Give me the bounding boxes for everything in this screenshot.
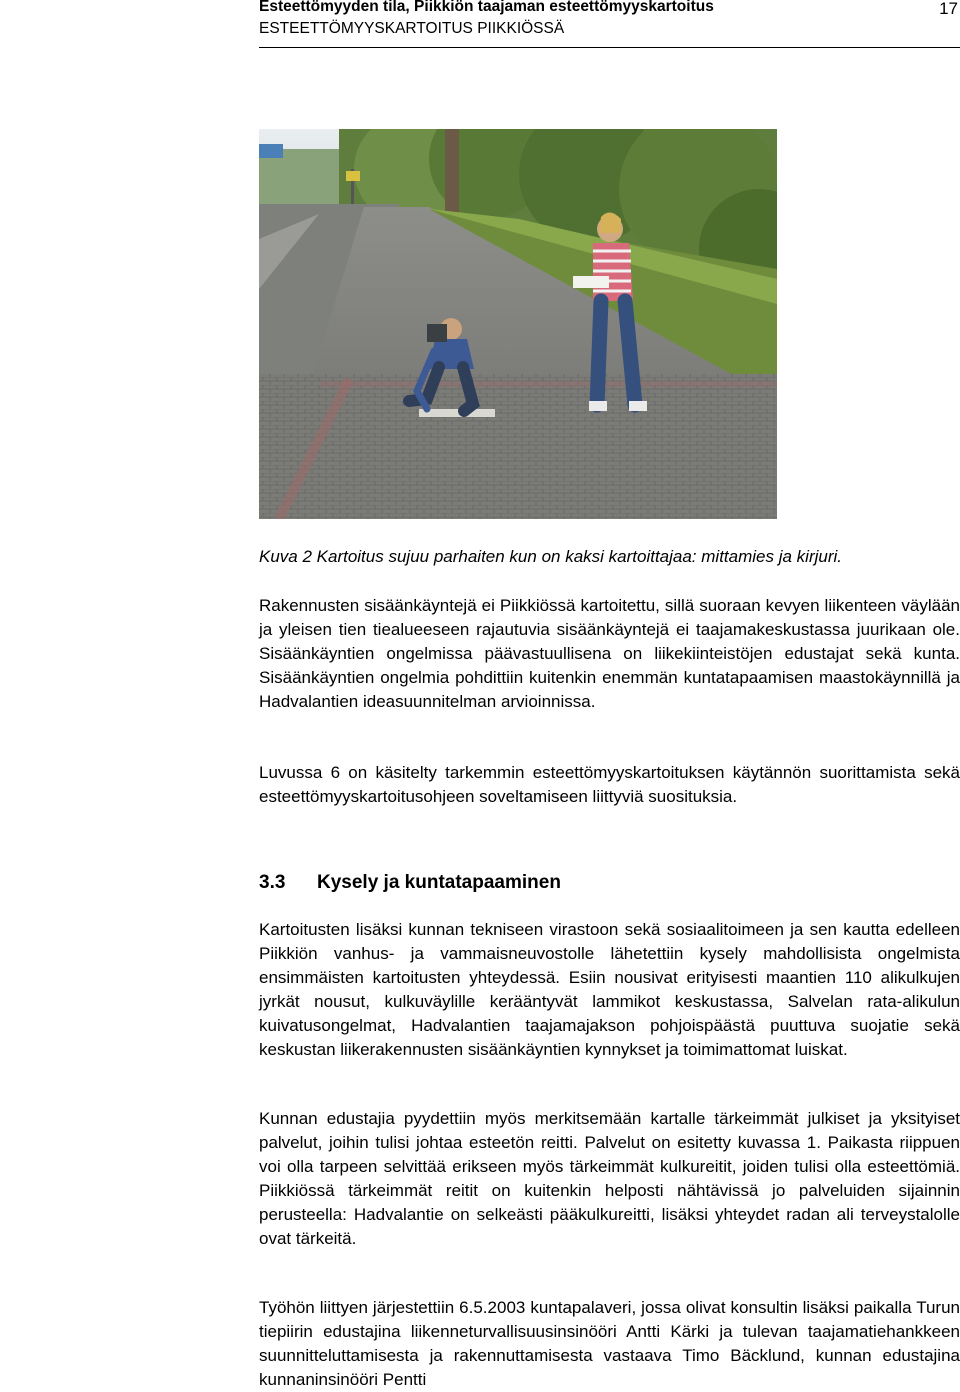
header-chapter-title: ESTEETTÖMYYSKARTOITUS PIIKKIÖSSÄ (259, 20, 565, 37)
paragraph (259, 918, 960, 1062)
paragraph (259, 594, 960, 714)
section-number: 3.3 (259, 872, 286, 893)
page-header (259, 0, 960, 48)
survey-photo (259, 129, 777, 519)
paragraph-text: Kartoitusten lisäksi kunnan tekniseen virastoon sekä sosiaalitoimeen ja sen kautta edelleen Piikkiön vanhus- ja vammaisneuvostolle lähetettiin kysely mahdollisista ongelmista ensimmäisten kartoitusten yhteydessä. Esiin nousivat erityisesti maantien 110 alikulkujen jyrkät nousut, kulkuväylille kerääntyvät lammikot keskustassa, Salvelan rata-alikulun kuivatusongelmat, Hadvalantien taajamajakson pohjoispäästä puuttuva suojatie sekä keskustan liikerakennusten sisäänkäyntien kynnykset ja toimimattomat luiskat. (259, 920, 960, 1059)
page-number: 17 (939, 0, 958, 18)
header-rule (259, 47, 960, 48)
paragraph-text: Rakennusten sisäänkäyntejä ei Piikkiössä kartoitettu, sillä suoraan kevyen liikenteen väylään ja yleisen tien tiealueeseen rajautuvia sisäänkäyntejä ei taajamakeskustassa juurikaan ole. Sisäänkäyntien ongelmissa päävastuullisena on liikekiinteistöjen edustajat sekä kunta. Sisäänkäyntien ongelmia pohdittiin kuitenkin enemmän kuntatapaamisen maastokäynnillä ja Hadvalantien ideasuunnitelman arvioinnissa. (259, 596, 960, 711)
header-document-title: Esteettömyyden tila, Piikkiön taajaman esteettömyyskartoitus (259, 0, 714, 15)
paragraph (259, 761, 960, 809)
paragraph-text: Luvussa 6 on käsitelty tarkemmin esteettömyyskartoituksen käytännön suorittamista sekä esteettömyyskartoitusohjeen soveltamiseen liittyviä suosituksia. (259, 763, 960, 806)
paragraph (259, 1296, 960, 1392)
section-heading (259, 872, 561, 894)
paragraph-text: Kunnan edustajia pyydettiin myös merkitsemään kartalle tärkeimmät julkiset ja yksityiset palvelut, joihin tulisi johtaa esteetön reitti. Palvelut on esitetty kuvassa 1. Paikasta riippuen voi olla tarpeen selvittää erikseen myös tärkeimmät kulkureitit, joiden tulisi olla esteettömiä. Piikkiössä tärkeimmät reitit on kuitenkin helposti nähtävissä jo palveluiden sijainnin perusteella: Hadvalantie on selkeästi pääkulkureitti, lisäksi yhteydet radan ali terveystalolle ovat tärkeitä. (259, 1109, 960, 1248)
figure-caption: Kuva 2 Kartoitus sujuu parhaiten kun on kaksi kartoittajaa: mittamies ja kirjuri. (259, 547, 842, 566)
section-title: Kysely ja kuntatapaaminen (317, 872, 561, 893)
paragraph (259, 1107, 960, 1251)
paragraph-text: Työhön liittyen järjestettiin 6.5.2003 kuntapalaveri, jossa olivat konsultin lisäksi paikalla Turun tiepiirin edustajina liikenneturvallisuusinsinööri Antti Kärki ja tulevan taajamatiehankkeen suunnitteluttamisesta ja rakennuttamisesta vastaava Timo Bäcklund, kunnan edustajina kunnaninsinööri Pentti (259, 1298, 960, 1389)
